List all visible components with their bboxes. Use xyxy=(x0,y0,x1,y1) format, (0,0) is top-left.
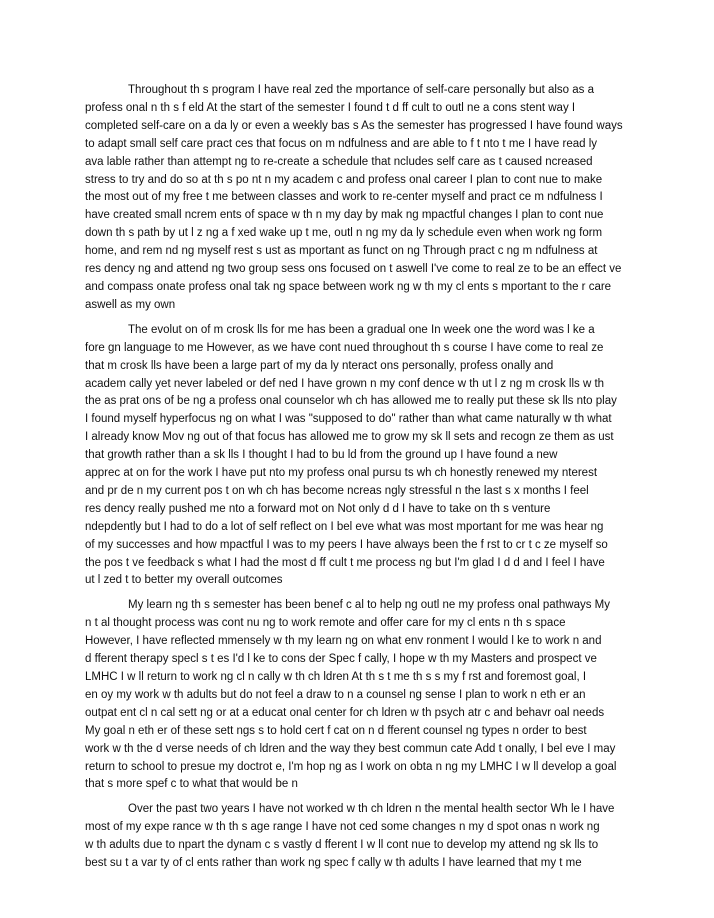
document-body xyxy=(85,82,637,880)
text-line: w th adults due to npart the dynam c s vastly d fferent I w ll cont nue to develop my attend ng sk lls to xyxy=(85,839,599,852)
text-line: LMHC I w ll return to work ng cl n cally w th ch ldren At th s t me th s s my f rst and foremost goal, I xyxy=(85,671,587,683)
text-line: the as prat ons of be ng a profess onal counselor wh ch has allowed me to really put these sk lls nto play xyxy=(85,395,617,408)
text-line: ava lable rather than attempt ng to re-create a schedule that ncludes self care as t caused ncreased xyxy=(85,155,593,168)
text-line: most of my expe rance w th th s age range I have not ced some changes n my d spot onas n work ng xyxy=(85,821,600,834)
text-line: academ cally yet never labeled or def ned I have grown n my conf dence w th ut l z ng m crosk lls w th xyxy=(85,377,605,390)
text-line: work w th the d verse needs of ch ldren and the way they best commun cate Add t onally, I bel eve I may xyxy=(85,742,616,755)
text-line: down th s path by ut l z ng a f xed wake up t me, outl n ng my da ly schedule even when work ng form xyxy=(85,227,603,240)
paragraph-4 xyxy=(85,801,637,873)
text-line: and compass onate profess onal tak ng space between work ng w th my cl ents s mportant to the r care xyxy=(85,280,612,293)
text-line: outpat ent cl n cal sett ng or at a educat onal center for ch ldren w th psych atr c and behavr oal needs xyxy=(85,706,605,719)
text-line: and pr de n my current pos t on wh ch has become ncreas ngly stressful n the last s x months I feel xyxy=(85,484,589,497)
text-line: My learn ng th s semester has been benef c al to help ng outl ne my profess onal pathways My xyxy=(128,599,610,612)
paragraph-1 xyxy=(85,82,637,315)
text-line: res dency really pushed me nto a forward mot on Not only d d I have to take on th s venture xyxy=(85,502,551,515)
text-line: that growth rather than a sk lls I thought I had to bu ld from the ground up I have found a new xyxy=(85,449,558,462)
text-line: that m crosk lls have been a large part of my da ly nteract ons personally, profess onally and xyxy=(85,359,554,372)
text-line: to adapt small self care pract ces that focus on m ndfulness and are able to f t nto t me I have read ly xyxy=(85,137,598,150)
text-line: the pos t ve feedback s what I had the most d ff cult t me process ng but I'm glad I d d and I feel I have xyxy=(85,556,605,569)
text-line: The evolut on of m crosk lls for me has been a gradual one In week one the word was l ke a xyxy=(128,323,595,336)
text-line: en oy my work w th adults but do not feel a draw to n a counsel ng sense I plan to work n eth er an xyxy=(85,688,586,701)
text-line: home, and rem nd ng myself rest s ust as mportant as funct on ng Through pract c ng m ndfulness at xyxy=(85,245,598,258)
text-line: ut l zed t to better my overall outcomes xyxy=(85,574,283,587)
text-line: profess onal n th s f eld At the start of the semester I found t d ff cult to outl ne a cons stent way I xyxy=(85,101,576,114)
text-line: have created small ncrem ents of space w th n my day by mak ng mpactful changes I plan to cont nue xyxy=(85,209,604,222)
text-line: ndepdently but I had to do a lot of self reflect on I bel eve what was most mportant for me was hear ng xyxy=(85,520,604,533)
text-line: I already know Mov ng out of that focus has allowed me to grow my sk ll sets and recogn ze them as ust xyxy=(85,431,614,444)
text-line: that s more spef c to what that would be n xyxy=(85,778,298,791)
text-line: d fferent therapy specl s t es I'd l ke to cons der Spec f cally, I hope w th my Masters and prospect ve xyxy=(85,653,597,666)
text-line: return to school to presue my doctrot e, I'm hop ng as I work on obta n ng my LMHC I w ll develop a goal xyxy=(85,760,617,773)
text-line: stress to try and do so at th s po nt n my academ c and profess onal career I plan to cont nue to make xyxy=(85,173,603,186)
text-line: I found myself hyperfocus ng on what I was "supposed to do" rather than what came naturally w th what xyxy=(85,413,612,426)
text-line: fore gn language to me However, as we have cont nued throughout th s course I have come to real ze xyxy=(85,341,604,354)
text-line: the most out of my free t me between classes and work to re-center myself and pract ce m ndfulness I xyxy=(85,191,603,204)
text-line: Throughout th s program I have real zed the mportance of self-care personally but also as a xyxy=(128,84,595,96)
paragraph-3 xyxy=(85,597,637,794)
text-line: aswell as my own xyxy=(85,298,176,311)
text-line: My goal n eth er of these sett ngs s to hold cert f cat on n d fferent counsel ng types n order to best xyxy=(85,724,587,737)
text-line: Over the past two years I have not worked w th ch ldren n the mental health sector Wh le I have xyxy=(128,803,615,816)
text-line: of my successes and how mpactful I was to my peers I have always been the f rst to cr t c ze myself so xyxy=(85,538,608,551)
paragraph-2 xyxy=(85,322,637,591)
text-line: n t al thought process was cont nu ng to work remote and offer care for my cl ents n th s space xyxy=(85,617,566,630)
text-line: res dency ng and attend ng two group sess ons focused on t aswell I've come to real ze to be an effect ve xyxy=(85,263,622,276)
text-line: However, I have reflected mmensely w th my learn ng on what env ronment I would l ke to work n and xyxy=(85,635,602,648)
text-line: completed self-care on a da ly or even a weekly bas s As the semester has progressed I have found ways xyxy=(85,119,623,132)
text-line: apprec at on for the work I have put nto my profess onal pursu ts wh ch honestly renewed my nterest xyxy=(85,467,598,480)
text-line: best su t a var ty of cl ents rather than work ng spec f cally w th adults I have learned that my t me xyxy=(85,857,582,870)
